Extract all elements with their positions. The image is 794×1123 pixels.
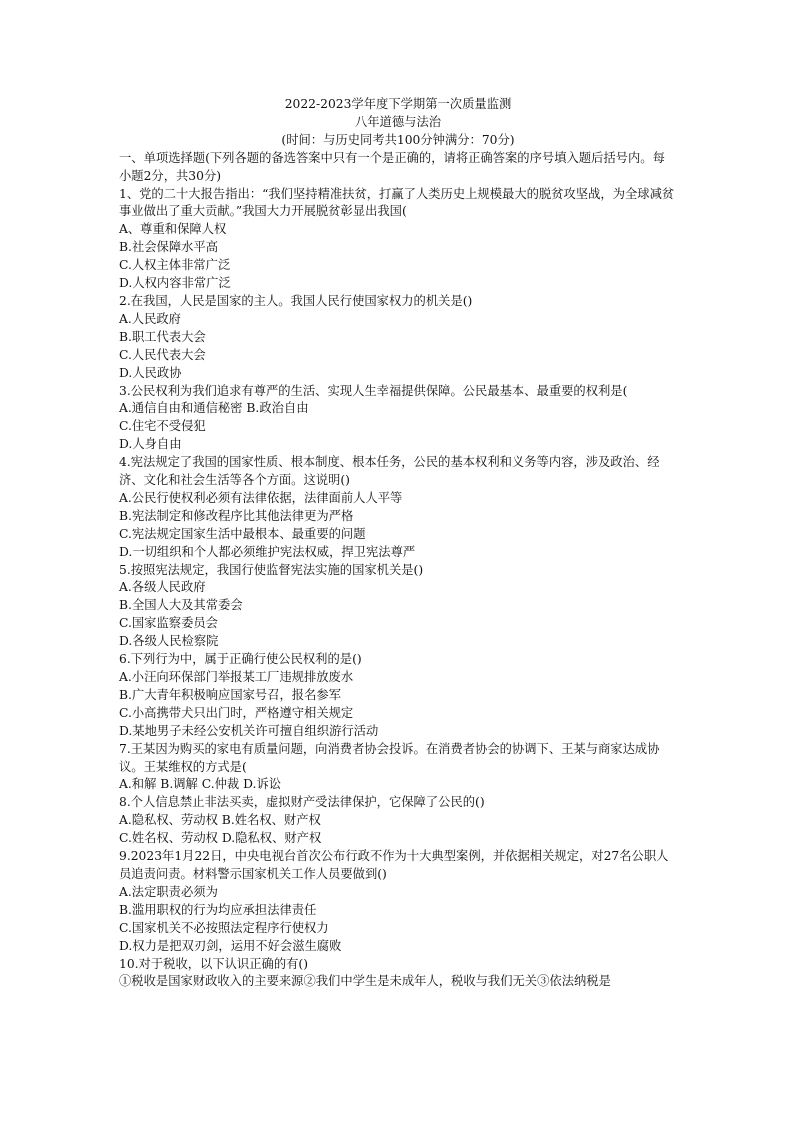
answer-option: B.社会保障水平高 bbox=[119, 240, 219, 255]
answer-option: C.国家监察委员会 bbox=[119, 616, 218, 631]
answer-option: A.公民行使权利必须有法律依据，法律面前人人平等 bbox=[119, 490, 403, 505]
exam-page bbox=[119, 96, 677, 991]
question-stem: 7.王某因为购买的家电有质量问题，向消费者协会投诉。在消费者协会的协调下、王某与商家达成协议。王某维权的方式是( bbox=[119, 741, 660, 774]
question-stem: 5.按照宪法规定，我国行使监督宪法实施的国家机关是() bbox=[119, 562, 424, 577]
question-block bbox=[119, 956, 677, 992]
question-block bbox=[119, 562, 677, 652]
answer-option: C.住宅不受侵犯 bbox=[119, 419, 206, 434]
exam-subject: 八年道德与法治 bbox=[354, 114, 442, 129]
question-list bbox=[119, 186, 677, 992]
answer-option: B.全国人大及其常委会 bbox=[119, 598, 243, 613]
answer-option: D.人民政协 bbox=[119, 365, 182, 380]
answer-option: C.姓名权、劳动权 D.隐私权、财产权 bbox=[119, 831, 322, 846]
answer-option: C.国家机关不必按照法定程序行使权力 bbox=[119, 920, 329, 935]
answer-option: B.广大青年积极响应国家号召，报名参军 bbox=[119, 687, 341, 702]
question-block bbox=[119, 741, 677, 795]
answer-option: C.宪法规定国家生活中最根本、最重要的问题 bbox=[119, 526, 366, 541]
answer-option: C.人权主体非常广泛 bbox=[119, 258, 231, 273]
question-stem: 9.2023年1月22日，中央电视台首次公布行政不作为十大典型案例，并依据相关规定，对27名公职人员追责问责。材料警示国家机关工作人员要做到() bbox=[119, 849, 669, 881]
answer-option: A.和解 B.调解 C.仲裁 D.诉讼 bbox=[119, 777, 282, 792]
question-stem: 2.在我国，人民是国家的主人。我国人民行使国家权力的机关是() bbox=[119, 293, 473, 308]
answer-option: B.宪法制定和修改程序比其他法律更为严格 bbox=[119, 508, 354, 523]
question-stem: 8.个人信息禁止非法买卖，虚拟财产受法律保护，它保障了公民的() bbox=[119, 795, 485, 810]
answer-option: D.各级人民检察院 bbox=[119, 634, 219, 649]
question-stem: 4.宪法规定了我国的国家性质、根本制度、根本任务，公民的基本权利和义务等内容，涉及政治、经济、文化和社会生活等各个方面。这说明() bbox=[119, 455, 660, 488]
question-block bbox=[119, 186, 677, 293]
answer-option: D.人权内容非常广泛 bbox=[119, 276, 231, 291]
question-block bbox=[119, 651, 677, 741]
answer-option: A.小汪向环保部门举报某工厂违规排放废水 bbox=[119, 670, 354, 684]
answer-option: A、尊重和保障人权 bbox=[119, 222, 227, 237]
question-stem: 3.公民权利为我们追求有尊严的生活、实现人生幸福提供保障。公民最基本、最重要的权利是( bbox=[119, 383, 628, 398]
question-stem: 1、党的二十大报告指出：“我们坚持精准扶贫，打赢了人类历史上规模最大的脱贫攻坚战，为全球减贫事业做出了重大贡献。”我国大力开展脱贫彰显出我国( bbox=[119, 186, 675, 219]
question-stem: 10.对于税收，以下认识正确的有() bbox=[119, 956, 309, 971]
answer-option: D.人身自由 bbox=[119, 437, 182, 452]
answer-option: A.通信自由和通信秘密 B.政治自由 bbox=[119, 401, 309, 416]
answer-option: D.一切组织和个人都必须维护宪法权威，捍卫宪法尊严 bbox=[119, 544, 416, 559]
answer-option: A.法定职责必须为 bbox=[119, 884, 218, 899]
exam-title: 2022-2023学年度下学期第一次质量监测 bbox=[284, 97, 512, 111]
answer-option: A.隐私权、劳动权 B.姓名权、财产权 bbox=[119, 813, 321, 828]
answer-option: C.人民代表大会 bbox=[119, 347, 206, 362]
question-block bbox=[119, 454, 677, 561]
question-block bbox=[119, 794, 677, 848]
exam-info: (时间：与历史同考共100分钟满分：70分) bbox=[281, 132, 515, 147]
section-heading: 一、单项选择题(下列各题的备选答案中只有一个是正确的，请将正确答案的序号填入题后括号内。每小题2分，共30分) bbox=[119, 150, 665, 183]
answer-option: D.权力是把双刃剑，运用不好会滋生腐败 bbox=[119, 938, 342, 953]
question-stem: 6.下列行为中，属于正确行使公民权利的是() bbox=[119, 652, 362, 667]
question-block bbox=[119, 293, 677, 383]
answer-option: A.人民政府 bbox=[119, 311, 181, 326]
answer-option: D.某地男子未经公安机关许可擅自组织游行活动 bbox=[119, 723, 379, 738]
answer-option: B.职工代表大会 bbox=[119, 329, 206, 344]
answer-option: ①税收是国家财政收入的主要来源②我们中学生是未成年人，税收与我们无关③依法纳税是 bbox=[119, 974, 611, 989]
question-block bbox=[119, 848, 677, 955]
answer-option: A.各级人民政府 bbox=[119, 580, 206, 595]
question-block bbox=[119, 383, 677, 455]
answer-option: C.小高携带犬只出门时，严格遵守相关规定 bbox=[119, 705, 354, 720]
answer-option: B.滥用职权的行为均应承担法律责任 bbox=[119, 902, 317, 917]
